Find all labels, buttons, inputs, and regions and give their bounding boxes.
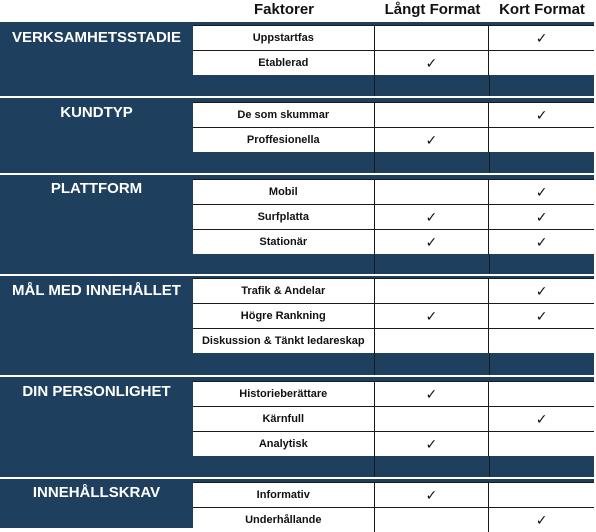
section-title: VERKSAMHETSSTADIE [12,29,181,46]
table-row [193,102,594,127]
table-row [193,50,594,75]
table-row [193,482,594,507]
short-format-check-icon [489,51,594,75]
section-title: INNEHÅLLSKRAV [32,484,161,501]
long-format-check-icon: ✓ [375,432,490,456]
header-factors: Faktorer [253,1,315,18]
section-3 [0,274,594,376]
section-0 [0,20,594,97]
column-divider [374,254,375,275]
column-divider [489,353,490,376]
column-divider [489,152,490,174]
long-format-check-icon: ✓ [375,304,490,328]
factor-label: Proffesionella [193,128,375,152]
short-format-check-icon [489,483,594,507]
long-format-check-icon: ✓ [375,128,490,152]
table-row [193,204,594,229]
factor-label: Trafik & Andelar [193,279,375,303]
section-2 [0,173,594,275]
section-1 [0,96,594,174]
long-format-check-icon: ✓ [375,51,490,75]
short-format-check-icon [489,382,594,406]
table-row [193,431,594,456]
table-row [193,303,594,328]
factor-label: Mobil [193,180,375,204]
long-format-check-icon [375,329,490,353]
header-long-format: Långt Format [384,1,481,18]
long-format-check-icon [375,103,490,127]
factor-label: Etablerad [193,51,375,75]
long-format-check-icon: ✓ [375,230,490,254]
table-row [193,278,594,303]
long-format-check-icon [375,508,490,532]
table-row [193,127,594,152]
table-row [193,381,594,406]
short-format-check-icon: ✓ [535,30,548,46]
factor-label: Högre Rankning [193,304,375,328]
section-title: DIN PERSONLIGHET [22,383,171,400]
factor-label: Uppstartfas [193,26,375,50]
short-format-check-icon: ✓ [535,234,548,250]
factor-label: De som skummar [193,103,375,127]
table-row [193,328,594,353]
factor-label: Underhållande [193,508,375,532]
short-format-check-icon: ✓ [535,512,548,528]
short-format-check-icon: ✓ [535,184,548,200]
header-short-format: Kort Format [499,1,585,18]
short-format-check-icon [489,128,594,152]
factor-label: Stationär [193,230,375,254]
section-4 [0,375,594,478]
long-format-check-icon: ✓ [375,483,490,507]
factor-label: Historieberättare [193,382,375,406]
table-row [193,229,594,254]
table-row [193,507,594,532]
long-format-check-icon: ✓ [375,382,490,406]
factor-label: Kärnfull [193,407,375,431]
section-title: PLATTFORM [50,180,143,197]
column-divider [489,75,490,97]
short-format-check-icon [489,329,594,353]
section-5 [0,477,594,528]
short-format-check-icon [489,432,594,456]
short-format-check-icon: ✓ [535,107,548,123]
factor-table [0,20,594,528]
column-divider [489,254,490,275]
column-divider [374,152,375,174]
factor-label: Surfplatta [193,205,375,229]
long-format-check-icon [375,279,490,303]
column-divider [374,353,375,376]
short-format-check-icon: ✓ [535,411,548,427]
long-format-check-icon: ✓ [375,205,490,229]
factor-label: Diskussion & Tänkt ledareskap [193,329,375,353]
short-format-check-icon: ✓ [535,308,548,324]
table-row [193,179,594,204]
table-row [193,406,594,431]
factor-label: Analytisk [193,432,375,456]
short-format-check-icon: ✓ [535,209,548,225]
long-format-check-icon [375,26,490,50]
long-format-check-icon [375,180,490,204]
table-row [193,25,594,50]
section-title: MÅL MED INNEHÅLLET [12,282,181,299]
factor-label: Informativ [193,483,375,507]
column-divider [489,456,490,478]
section-title: KUNDTYP [60,104,133,121]
long-format-check-icon [375,407,490,431]
column-divider [374,456,375,478]
short-format-check-icon: ✓ [535,283,548,299]
column-divider [374,75,375,97]
